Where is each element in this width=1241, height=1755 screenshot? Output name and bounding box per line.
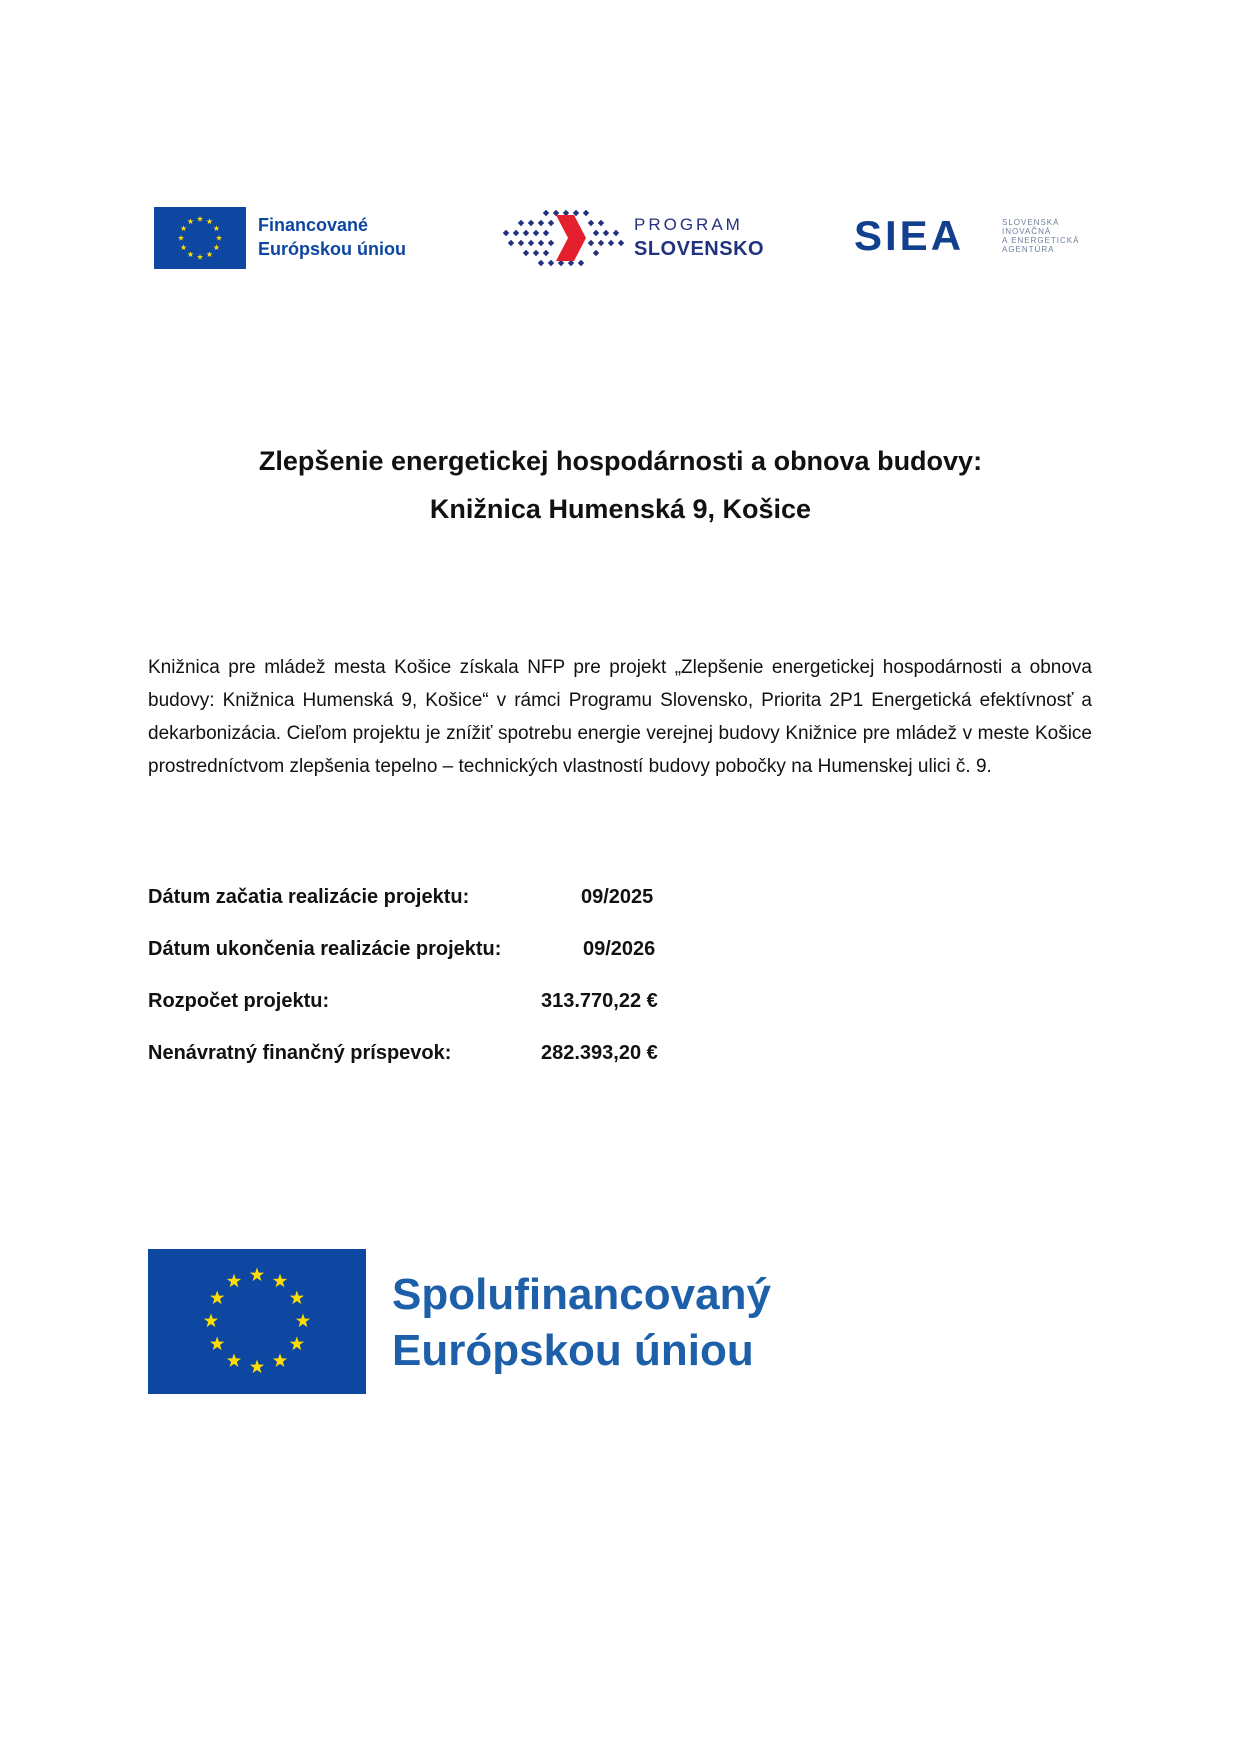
diamond-dot-icon	[618, 240, 624, 246]
eu-star-icon	[204, 1314, 218, 1328]
logo-row	[0, 0, 1241, 300]
diamond-dot-icon	[588, 220, 594, 226]
diamond-dot-icon	[603, 230, 609, 236]
diamond-dot-icon	[533, 250, 539, 256]
diamond-dot-icon	[598, 220, 604, 226]
diamond-dot-icon	[588, 240, 594, 246]
detail-label: Dátum začatia realizácie projektu:	[148, 886, 470, 908]
detail-budget	[148, 989, 848, 1041]
diamond-dot-icon	[548, 240, 554, 246]
siea-subtitle-line: A ENERGETICKÁ	[1002, 236, 1080, 245]
diamond-dot-icon	[543, 250, 549, 256]
eu-star-icon	[210, 1291, 224, 1305]
eu-star-icon	[187, 251, 193, 257]
eu-star-icon	[178, 235, 184, 241]
eu-star-icon	[227, 1353, 241, 1367]
siea-wordmark: SIEA	[854, 212, 965, 259]
eu-star-icon	[206, 218, 212, 224]
eu-funded-text	[258, 213, 406, 261]
diamond-dot-icon	[523, 230, 529, 236]
eu-star-icon	[250, 1268, 264, 1282]
diamond-dot-icon	[508, 240, 514, 246]
eu-star-icon	[206, 251, 212, 257]
detail-grant	[148, 1041, 848, 1093]
eu-star-icon	[213, 244, 219, 250]
detail-value: 09/2025	[581, 886, 654, 908]
diamond-dot-icon	[528, 240, 534, 246]
diamond-dot-icon	[548, 260, 554, 266]
eu-star-icon	[197, 216, 203, 222]
detail-start-date	[148, 885, 848, 937]
siea-logo	[854, 213, 1094, 263]
eu-funded-line2: Európskou úniou	[258, 239, 406, 259]
eu-flag-icon	[154, 207, 246, 269]
detail-value: 282.393,20 €	[541, 1042, 658, 1064]
eu-star-icon	[250, 1360, 264, 1374]
program-name: SLOVENSKO	[634, 238, 765, 260]
detail-value: 313.770,22 €	[541, 990, 658, 1012]
diamond-dot-icon	[538, 220, 544, 226]
eu-star-icon	[213, 225, 219, 231]
diamond-dot-icon	[528, 220, 534, 226]
detail-label: Nenávratný finančný príspevok:	[148, 1042, 452, 1064]
eu-star-icon	[197, 254, 203, 260]
diamond-dot-icon	[548, 220, 554, 226]
siea-subtitle-line: SLOVENSKÁ	[1002, 218, 1060, 227]
eu-stars-icon	[154, 207, 246, 269]
eu-star-icon	[296, 1314, 310, 1328]
diamond-dot-icon	[538, 260, 544, 266]
siea-subtitle-line: AGENTÚRA	[1002, 245, 1055, 254]
diamond-dot-icon	[593, 250, 599, 256]
eu-funded-line1: Financované	[258, 215, 369, 235]
eu-flag-icon	[148, 1249, 366, 1394]
diamond-dot-icon	[543, 230, 549, 236]
eu-star-icon	[181, 244, 187, 250]
eu-cofunded-line2: Európskou úniou	[392, 1326, 754, 1375]
eu-star-icon	[227, 1274, 241, 1288]
eu-star-icon	[187, 218, 193, 224]
eu-cofunded-text	[392, 1267, 771, 1379]
detail-label: Rozpočet projektu:	[148, 990, 330, 1012]
detail-label: Dátum ukončenia realizácie projektu:	[148, 938, 502, 960]
diamond-dot-icon	[533, 230, 539, 236]
project-details	[148, 885, 848, 1093]
diamond-dot-icon	[513, 230, 519, 236]
eu-cofunded-logo	[148, 1249, 848, 1394]
eu-star-icon	[181, 225, 187, 231]
program-slovensko-logo	[500, 205, 800, 271]
diamond-dot-icon	[543, 210, 549, 216]
page-title	[100, 437, 1141, 533]
diamond-dot-icon	[613, 230, 619, 236]
diamond-dot-icon	[523, 250, 529, 256]
program-slovensko-mark-icon	[500, 205, 624, 271]
eu-cofunded-line1: Spolufinancovaný	[392, 1270, 771, 1319]
eu-stars-icon	[148, 1249, 366, 1394]
eu-star-icon	[216, 235, 222, 241]
diamond-dot-icon	[608, 240, 614, 246]
project-description: Knižnica pre mládež mesta Košice získala NFP pre projekt „Zlepšenie energetickej hospodárnosti a obnova budovy: Knižnica Humenská 9, Košice“ v rámci Programu Slovensko, Priorita 2P1 Energetická efektívnosť a dekarbonizácia. Cieľom projektu je znížiť spotrebu energie verejnej budovy Knižnice pre mládež v meste Košice prostredníctvom zlepšenia tepelno – technických vlastností budovy pobočky na Humenskej ulici č. 9.	[148, 657, 1092, 777]
eu-star-icon	[290, 1291, 304, 1305]
eu-star-icon	[273, 1353, 287, 1367]
diamond-dot-icon	[598, 240, 604, 246]
diamond-dot-icon	[518, 240, 524, 246]
diamond-dot-icon	[578, 260, 584, 266]
eu-star-icon	[290, 1337, 304, 1351]
diamond-dot-icon	[583, 210, 589, 216]
page-title-line2: Knižnica Humenská 9, Košice	[429, 494, 812, 524]
siea-subtitle-line: INOVAČNÁ	[1002, 227, 1052, 236]
diamond-dot-icon	[503, 230, 509, 236]
detail-end-date	[148, 937, 848, 989]
page-title-line1: Zlepšenie energetickej hospodárnosti a obnova budovy:	[258, 446, 983, 476]
diamond-dot-icon	[518, 220, 524, 226]
program-label: PROGRAM	[634, 215, 743, 234]
eu-funded-logo	[154, 207, 484, 269]
diamond-dot-icon	[538, 240, 544, 246]
siea-subtitle	[1002, 218, 1079, 254]
detail-value: 09/2026	[583, 938, 656, 960]
eu-star-icon	[273, 1274, 287, 1288]
eu-star-icon	[210, 1337, 224, 1351]
diamond-dot-icon	[593, 230, 599, 236]
